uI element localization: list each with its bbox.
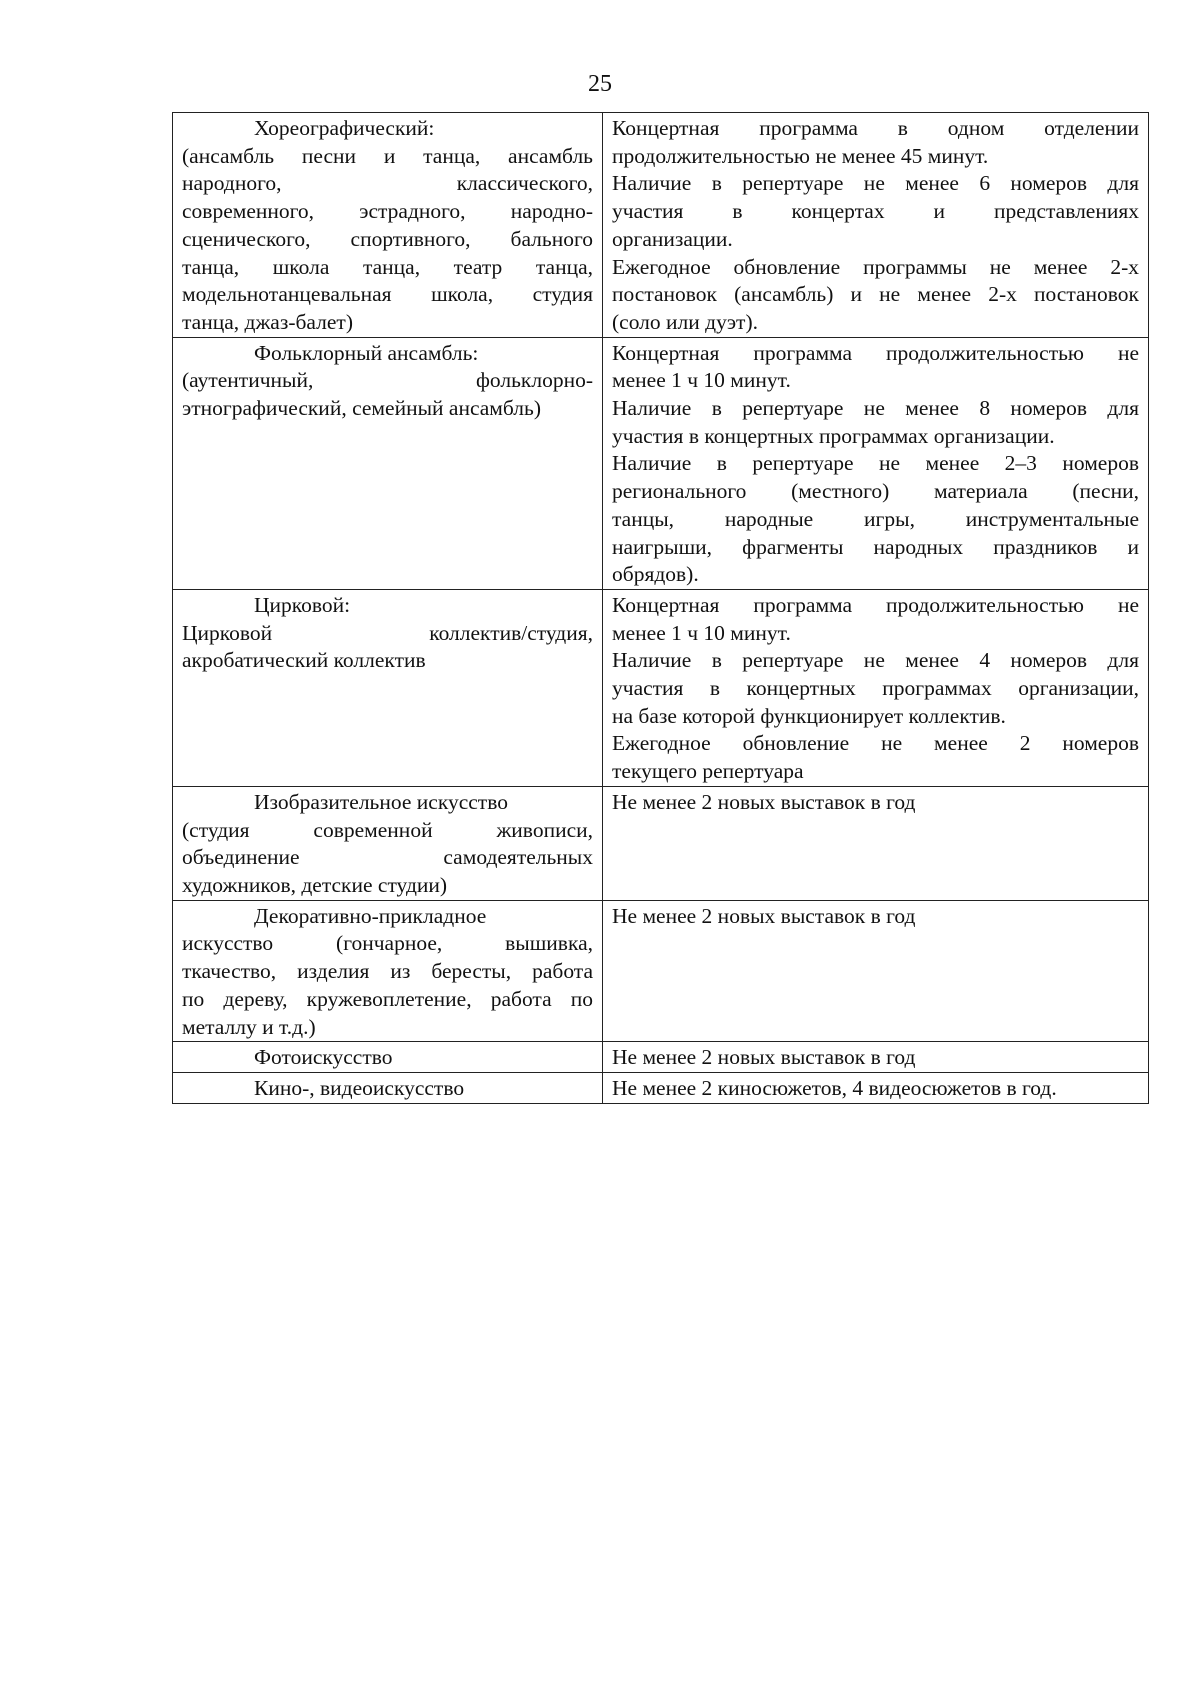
activity-type-cell (173, 337, 603, 589)
activity-type-line: сценического, спортивного, бального (182, 226, 593, 251)
requirement-line: Концертная программа продолжительностью не (612, 592, 1139, 617)
requirement-line: Наличие в репертуаре не менее 8 номеров для (612, 396, 1139, 421)
table-row (173, 589, 1149, 786)
activity-type-line: Фотоискусство (254, 1045, 393, 1070)
requirement-line: участия в концертных программах организации, (612, 676, 1139, 701)
table-body (173, 113, 1149, 1104)
activity-type-cell (173, 1042, 603, 1073)
activity-type-line: современного, эстрадного, народно- (182, 199, 593, 224)
requirement-line: Не менее 2 новых выставок в год (612, 1045, 916, 1070)
requirement-cell (603, 337, 1149, 589)
requirement-line: менее 1 ч 10 минут. (612, 368, 791, 393)
activity-type-line: акробатический коллектив (182, 648, 426, 673)
activity-type-line: металлу и т.д.) (182, 1014, 316, 1039)
table-row (173, 113, 1149, 338)
activity-type-cell (173, 900, 603, 1042)
requirement-line: Наличие в репертуаре не менее 2–3 номеров (612, 451, 1139, 476)
activity-type-line: Фольклорный ансамбль: (254, 340, 479, 365)
activity-type-cell (173, 113, 603, 338)
activity-type-line: (студия современной живописи, (182, 817, 593, 842)
requirement-line: организации. (612, 226, 733, 251)
activity-type-cell (173, 786, 603, 900)
requirement-line: Концертная программа продолжительностью не (612, 340, 1139, 365)
requirement-line: текущего репертуара (612, 759, 804, 784)
activity-type-line: (ансамбль песни и танца, ансамбль (182, 143, 593, 168)
requirement-line: постановок (ансамбль) и не менее 2-х постановок (612, 282, 1139, 307)
table-row (173, 337, 1149, 589)
requirement-line: Ежегодное обновление не менее 2 номеров (612, 731, 1139, 756)
requirement-line: (соло или дуэт). (612, 309, 758, 334)
activity-type-cell (173, 1072, 603, 1103)
requirement-line: регионального (местного) материала (песни, (612, 479, 1139, 504)
requirement-line: участия в концертах и представлениях (612, 199, 1139, 224)
activity-type-line: модельнотанцевальная школа, студия (182, 282, 593, 307)
requirement-line: Наличие в репертуаре не менее 4 номеров для (612, 648, 1139, 673)
requirement-line: Ежегодное обновление программы не менее 2-х (612, 254, 1139, 279)
activity-type-line: объединение самодеятельных (182, 845, 593, 870)
requirement-line: Не менее 2 новых выставок в год (612, 903, 916, 928)
requirement-line: участия в концертных программах организации. (612, 423, 1055, 448)
requirement-cell (603, 786, 1149, 900)
requirement-line: обрядов). (612, 562, 699, 587)
activity-type-line: по дереву, кружевоплетение, работа по (182, 986, 593, 1011)
table-row (173, 1042, 1149, 1073)
activity-type-line: этнографический, семейный ансамбль) (182, 396, 542, 421)
activity-type-line: (аутентичный, фольклорно- (182, 368, 593, 393)
requirement-line: менее 1 ч 10 минут. (612, 620, 791, 645)
activity-type-line: искусство (гончарное, вышивка, (182, 931, 593, 956)
requirement-cell (603, 1072, 1149, 1103)
requirement-line: Концертная программа в одном отделении (612, 116, 1139, 140)
requirement-cell (603, 589, 1149, 786)
table-row (173, 900, 1149, 1042)
requirements-table (172, 112, 1149, 1104)
activity-type-line: Цирковой коллектив/студия, (182, 620, 593, 645)
activity-type-line: Хореографический: (254, 116, 435, 140)
requirement-line: Не менее 2 новых выставок в год (612, 789, 916, 814)
requirement-line: на базе которой функционирует коллектив. (612, 703, 1006, 728)
requirement-line: продолжительностью не менее 45 минут. (612, 143, 989, 168)
requirement-line: Наличие в репертуаре не менее 6 номеров для (612, 171, 1139, 196)
table-row (173, 786, 1149, 900)
requirement-cell (603, 1042, 1149, 1073)
requirement-line: Не менее 2 киносюжетов, 4 видеосюжетов в год. (612, 1075, 1057, 1100)
page-number: 25 (588, 71, 612, 97)
requirement-line: наигрыши, фрагменты народных праздников и (612, 534, 1139, 559)
requirement-cell (603, 113, 1149, 338)
activity-type-line: Кино-, видеоискусство (254, 1075, 465, 1100)
activity-type-line: ткачество, изделия из бересты, работа (182, 959, 593, 984)
requirement-line: танцы, народные игры, инструментальные (612, 506, 1139, 531)
activity-type-line: Цирковой: (254, 592, 351, 617)
activity-type-line: танца, джаз-балет) (182, 309, 353, 334)
activity-type-line: художников, детские студии) (182, 872, 448, 897)
activity-type-line: танца, школа танца, театр танца, (182, 254, 593, 279)
table-row (173, 1072, 1149, 1103)
requirement-cell (603, 900, 1149, 1042)
activity-type-cell (173, 589, 603, 786)
activity-type-line: Изобразительное искусство (254, 789, 508, 814)
activity-type-line: Декоративно-прикладное (254, 903, 487, 928)
activity-type-line: народного, классического, (182, 171, 593, 196)
